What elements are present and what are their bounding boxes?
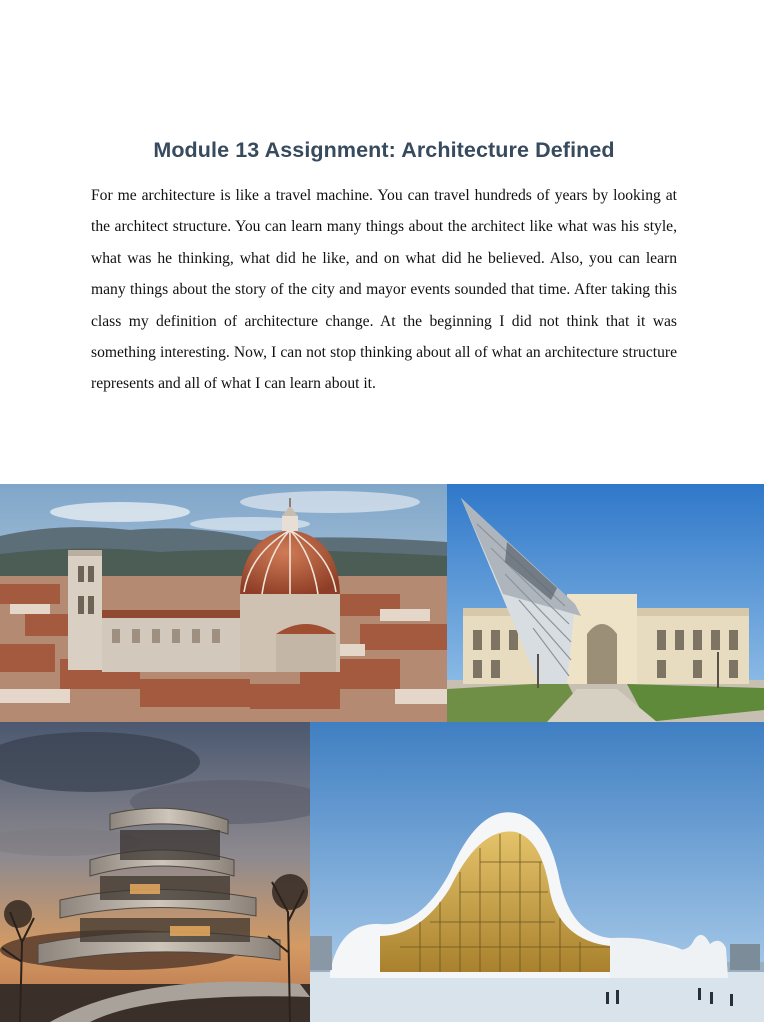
- photo-angular-museum: [447, 484, 764, 722]
- photo-spiral-building: [0, 722, 310, 1022]
- essay-paragraph: For me architecture is like a travel machine. You can travel hundreds of years by looking at the architect structure. You can learn many things about the architect like what was his style, what was he thinking, what did he like, and on what did he believed. Also, you can learn many things about the story of the city and mayor events sounded that time. After taking this class my definition of architecture change. At the beginning I did not think that it was something interesting. Now, I can not stop thinking about all of what an architecture structure represents and all of what I can learn about it.: [91, 187, 677, 393]
- photo-curving-cultural-center: [310, 722, 764, 1022]
- page-title: Module 13 Assignment: Architecture Defined: [153, 138, 615, 162]
- photo-florence-cathedral: [0, 484, 447, 722]
